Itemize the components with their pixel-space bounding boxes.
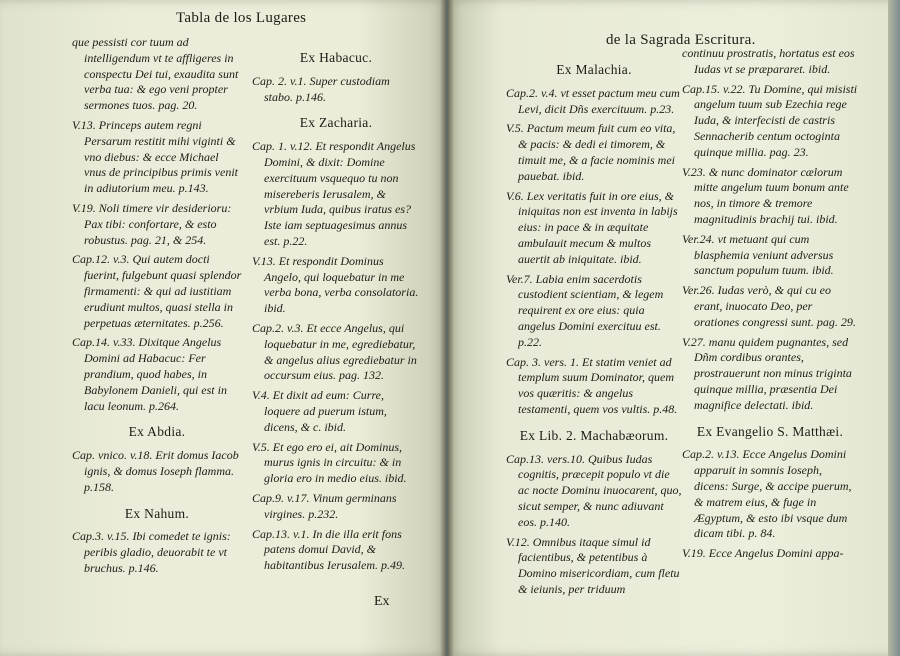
citation-entry: V.5. Et ego ero ei, ait Dominus, murus ignis in circuitu: & in gloria ero in medio eius. ibid. [252, 439, 407, 486]
section-heading: Ex Lib. 2. Machabæorum. [519, 427, 669, 443]
citation-entry: continuu prostratis, hortatus est eos Iudas vt se præpararet. ibid. [682, 46, 855, 76]
citation-entry: Cap. 2. v.1. Super custodiam stabo. p.146. [252, 73, 390, 104]
citation-entry: V.19. Noli timere vir desiderioru: Pax tibi: confortare, & esto robustus. pag. 21, & 254. [72, 200, 232, 247]
citation-entry: V.23. & nunc dominator cælorum mitte angelum tuum bonum ante nos, in timore & tremore magnitudinis brachij tui. ibid. [682, 164, 849, 226]
book-gutter [440, 0, 454, 656]
citation-entry: V.13. Princeps autem regni Persarum restitit mihi viginti & vno diebus: & ecce Michael vnus de principibus primis venit in adiutorium meu. p.143. [72, 117, 238, 196]
citation-entry: V.6. Lex veritatis fuit in ore eius, & iniquitas non est inventa in labijs eius: in pace & in æquitate ambulauit mecum & multos auertit ab iniquitate. ibid. [506, 188, 678, 266]
citation-entry: V.5. Pactum meum fuit cum eo vita, & pacis: & dedi ei timorem, & timuit me, & a facie nominis mei pauebat. ibid. [506, 121, 676, 183]
right-running-head: de la Sagrada Escritura. [606, 32, 756, 48]
citation-entry: Cap.2. v.13. Ecce Angelus Domini apparuit in somnis Ioseph, dicens: Surge, & accipe puerum, & matrem eius, & fuge in Ægyptum, & esto ibi vsque dum dicam tibi. p. 84. [682, 447, 852, 541]
citation-entry: V.13. Et respondit Dominus Angelo, qui loquebatur in me verba bona, verba consolatoria. ibid. [252, 253, 419, 316]
left-column-1 [72, 35, 242, 581]
citation-entry: V.27. manu quidem pugnantes, sed Dñm cordibus orantes, prostrauerunt non minus triginta quinque millia, præsentia Dei magnifice delectati. ibid. [682, 334, 852, 412]
citation-entry: Cap.9. v.17. Vinum germinans virgines. p.232. [252, 490, 397, 521]
citation-entry: Cap.12. v.3. Qui autem docti fuerint, fulgebunt quasi splendor firmamenti: & qui ad iustitiam erudiunt multos, quasi stella in perpetuas æternitates. p.256. [72, 252, 242, 330]
citation-entry: Cap.15. v.22. Tu Domine, qui misisti angelum tuum sub Ezechia rege Iuda, & interfecisti de castris Sennacherib centum octoginta quinque millia. pag. 23. [682, 81, 858, 159]
citation-entry: Cap. 3. vers. 1. Et statim veniet ad templum suum Dominator, quem vos quæritis: & angelus testamenti, quem vos vultis. p.48. [506, 354, 678, 416]
citation-entry: Cap.13. v.1. In die illa erit fons patens domui David, & habitantibus Ierusalem. p.49. [252, 526, 405, 573]
citation-entry: Cap. vnico. v.18. Erit domus Iacob ignis, & domus Ioseph flamma. p.158. [72, 448, 239, 494]
section-heading: Ex Abdia. [128, 424, 186, 440]
citation-entry: que pessisti cor tuum ad intelligendum vt te affligeres in conspectu Dei tui, exaudita sunt verba tua: & ego veni propter sermones tuos. pag. 20. [72, 35, 239, 113]
page-edge [888, 0, 900, 656]
left-page [0, 0, 446, 656]
citation-entry: Cap.2. v.3. Et ecce Angelus, qui loquebatur in me, egrediebatur, & angelus alius egrediebatur in occursum eius. pag. 132. [252, 320, 417, 383]
citation-entry: V.12. Omnibus itaque simul id facientibus, & petentibus à Domino misericordiam, cum fletu & ieiunis, per triduum [506, 534, 680, 596]
citation-entry: Ver.24. vt metuant qui cum blasphemia veniunt adversus sanctum populum tuum. ibid. [682, 231, 834, 278]
right-column-2 [682, 46, 858, 566]
left-column-2 [252, 50, 420, 578]
citation-entry: V.19. Ecce Angelus Domini appa- [682, 546, 844, 561]
citation-entry: Ver.26. Iudas verò, & qui cu eo erant, inuocato Deo, per orationes congressi sunt. pag. 29. [682, 283, 856, 329]
right-page [448, 0, 896, 656]
left-running-head: Tabla de los Lugares [176, 10, 307, 26]
citation-entry: Cap.14. v.33. Dixitque Angelus Domini ad Habacuc: Fer prandium, quod habes, in Babylonem Danieli, qui est in lacu leonum. p.264. [72, 335, 227, 413]
catchword: Ex [374, 594, 390, 609]
citation-entry: Cap. 1. v.12. Et respondit Angelus Domini, & dixit: Domine exercituum vsquequo tu non misereberis Ierusalem, & vrbium Iuda, quibus iratus es? Iste iam septuagesimus annus est. p.22. [252, 139, 416, 248]
citation-entry: Cap.3. v.15. Ibi comedet te ignis: peribis gladio, deuorabit te vt bruchus. p.146. [72, 529, 231, 575]
section-heading: Ex Habacuc. [299, 50, 373, 65]
section-heading: Ex Zacharia. [299, 115, 373, 131]
right-column-1 [506, 62, 682, 602]
citation-entry: Cap.2. v.4. vt esset pactum meu cum Levi, dicit Dñs exercituum. p.23. [506, 85, 680, 116]
citation-entry: V.4. Et dixit ad eum: Curre, loquere ad puerum istum, dicens, & c. ibid. [252, 388, 387, 434]
section-heading: Ex Nahum. [124, 505, 190, 521]
section-heading: Ex Evangelio S. Matthæi. [696, 423, 844, 439]
citation-entry: Ver.7. Labia enim sacerdotis custodient scientiam, & legem requirent ex ore eius: quia angelus Domini exercituu est. p.22. [506, 271, 664, 349]
section-heading: Ex Malachia. [556, 62, 632, 77]
citation-entry: Cap.13. vers.10. Quibus Iudas cognitis, præcepit populo vt die ac nocte Dominu inuocarent, quo, sicut semper, & nunc adiuvant eos. p.140. [506, 451, 682, 529]
